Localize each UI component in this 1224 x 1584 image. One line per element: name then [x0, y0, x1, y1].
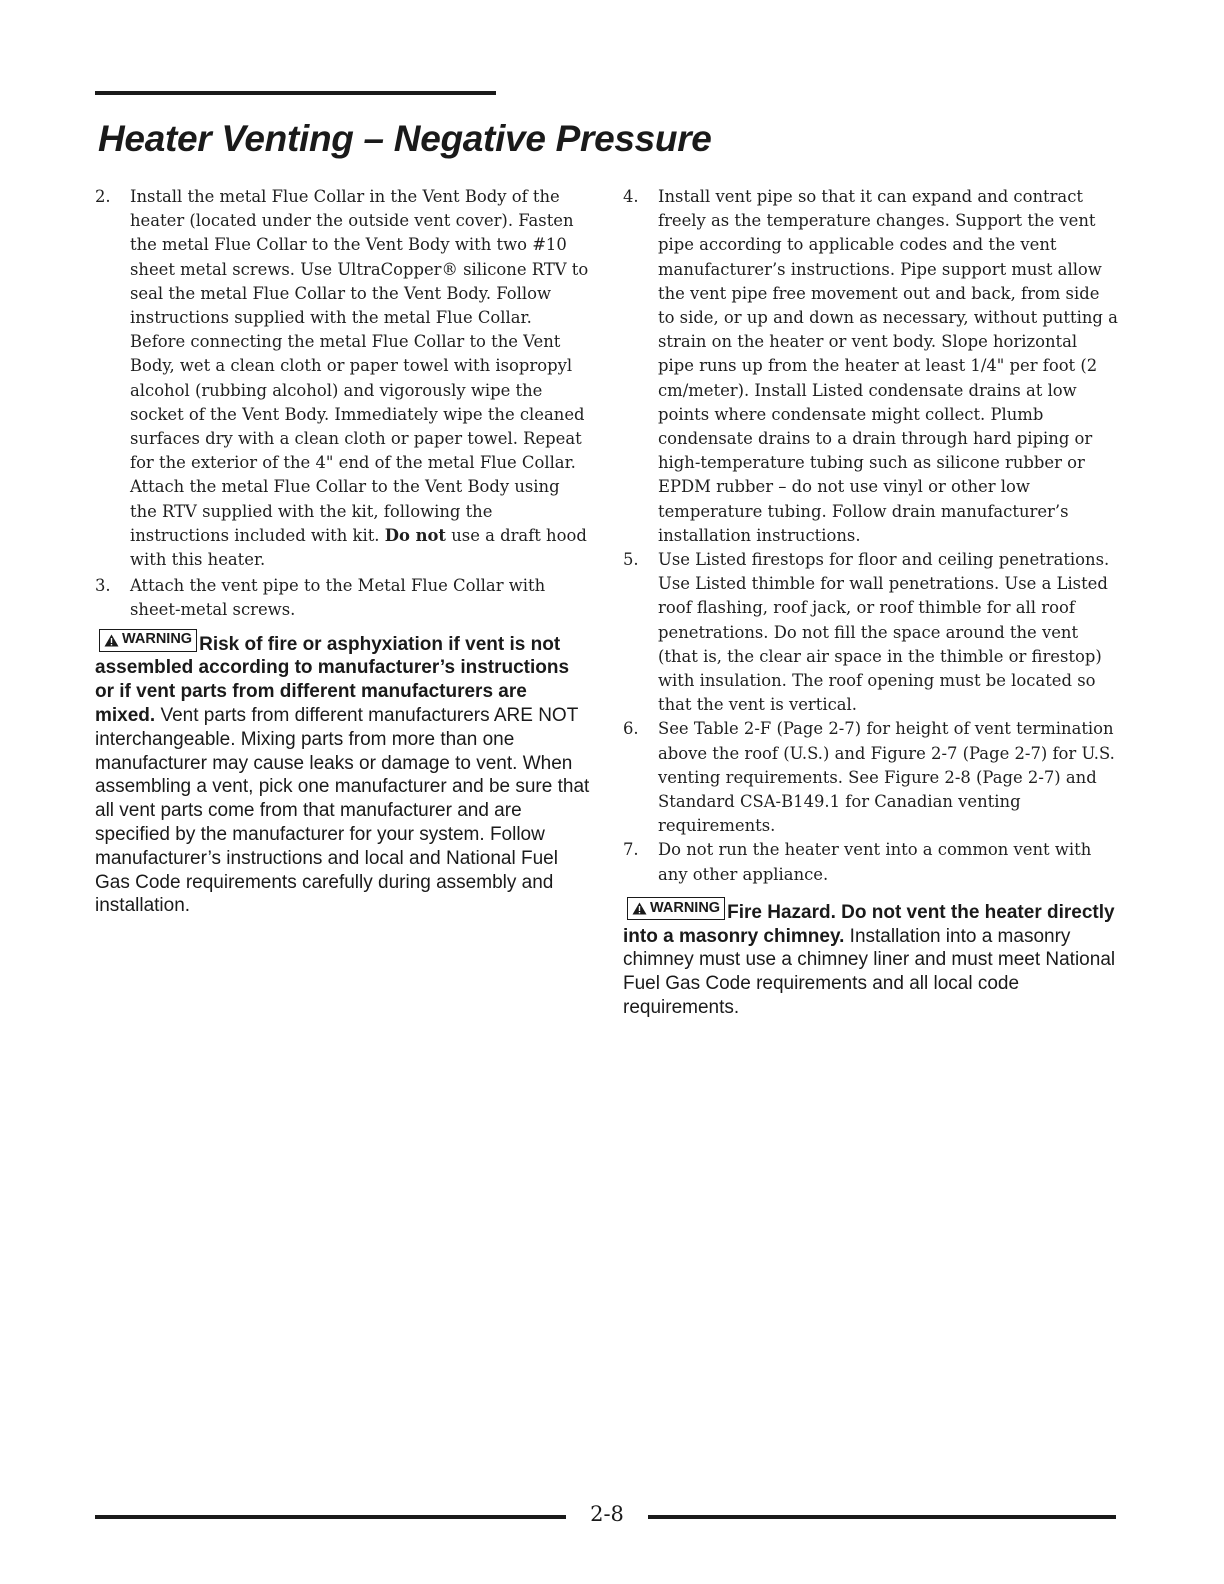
right-column: [623, 185, 1118, 1020]
step-number: 2.: [95, 187, 111, 206]
list-item: [623, 185, 1118, 548]
list-item: [623, 838, 1118, 886]
step-text-continued: use a draft hood with this heater.: [130, 525, 587, 570]
warning-label: WARNING: [122, 631, 193, 648]
warning-block-vent-assembly: [95, 629, 590, 919]
warning-label: WARNING: [650, 899, 721, 916]
footer-rule-right: [648, 1515, 1116, 1519]
left-column: [95, 185, 590, 918]
page-title: Heater Venting – Negative Pressure: [98, 118, 712, 159]
right-steps: [623, 185, 1118, 887]
warning-badge: [99, 629, 197, 652]
step-number: 5.: [623, 550, 639, 570]
step-bold-text: Do not: [384, 525, 447, 545]
page-number: 2-8: [590, 1502, 624, 1526]
step-number: 7.: [623, 840, 639, 860]
warning-badge: [627, 897, 725, 920]
left-steps: [95, 185, 590, 623]
list-item: [95, 185, 590, 572]
list-item: [623, 548, 1118, 717]
warning-body: Installation into a masonry chimney must use a chimney liner and must meet National Fuel Gas Code requirements and all local code requirements.: [623, 925, 1116, 1019]
warning-block-masonry-chimney: [623, 897, 1118, 1020]
top-rule: [95, 91, 496, 95]
step-number: 4.: [623, 187, 639, 206]
list-item: [95, 574, 590, 622]
step-number: 3.: [95, 576, 111, 596]
warning-body: Vent parts from different manufacturers ARE NOT interchangeable. Mixing parts from more than one manufacturer may cause leaks or damage to vent. When assembling a vent, pick one manufacturer and be sure that all vent parts come from that manufacturer and are specified by the manufacturer for your system. Follow manufacturer’s instructions and local and National Fuel Gas Code requirements carefully during assembly and installation.: [95, 705, 590, 917]
step-text: See Table 2-F (Page 2-7) for height of vent termination above the roof (U.S.) and Figure 2-7 (Page 2-7) for U.S. venting requirements. See Figure 2-8 (Page 2-7) and Standard CSA-B149.1 for Canadian venting requirements.: [658, 719, 1115, 836]
step-text: Do not run the heater vent into a common vent with any other appliance.: [658, 840, 1092, 884]
warning-triangle-icon: [104, 634, 119, 647]
warning-heading: Fire Hazard. Do not vent the heater directly into a masonry chimney.: [623, 901, 1115, 947]
step-text: Install vent pipe so that it can expand and contract freely as the temperature changes. Support the vent pipe according to applicable codes and the vent manufacturer’s instructions. Pipe support must allow the vent pipe free movement out and back, from side to side, or up and down as necessary, without putting a strain on the heater or vent body. Slope horizontal pipe runs up from the heater at least 1/4" per foot (2 cm/meter). Install Listed condensate drains at low points where condensate might collect. Plumb condensate drains to a drain through hard piping or high-temperature tubing such as silicone rubber or EPDM rubber – do not use vinyl or other low temperature tubing. Follow drain manufacturer’s installation instructions.: [658, 187, 1118, 545]
step-number: 6.: [623, 719, 639, 739]
step-text: Install the metal Flue Collar in the Vent Body of the heater (located under the outside vent cover). Fasten the metal Flue Collar to the Vent Body with two #10 sheet metal screws. Use UltraCopper® silicone RTV to seal the metal Flue Collar to the Vent Body. Follow instructions supplied with the metal Flue Collar. Before connecting the metal Flue Collar to the Vent Body, wet a clean cloth or paper towel with isopropyl alcohol (rubbing alcohol) and vigorously wipe the socket of the Vent Body. Immediately wipe the cleaned surfaces dry with a clean cloth or paper towel. Repeat for the exterior of the 4" end of the metal Flue Collar. Attach the metal Flue Collar to the Vent Body using the RTV supplied with the kit, following the instructions included with kit.: [130, 187, 589, 545]
footer-rule-left: [95, 1515, 566, 1519]
list-item: [623, 717, 1118, 838]
step-text: Use Listed firestops for floor and ceiling penetrations. Use Listed thimble for wall penetrations. Use a Listed roof flashing, roof jack, or roof thimble for all roof penetrations. Do not fill the space around the vent (that is, the clear air space in the thimble or firestop) with insulation. The roof opening must be located so that the vent is vertical.: [658, 550, 1110, 715]
warning-heading: Risk of fire or asphyxiation if vent is not assembled according to manufacturer’s instructions or if vent parts from different manufacturers are mixed.: [95, 633, 570, 727]
warning-triangle-icon: [632, 902, 647, 915]
step-text: Attach the vent pipe to the Metal Flue Collar with sheet-metal screws.: [130, 576, 546, 620]
